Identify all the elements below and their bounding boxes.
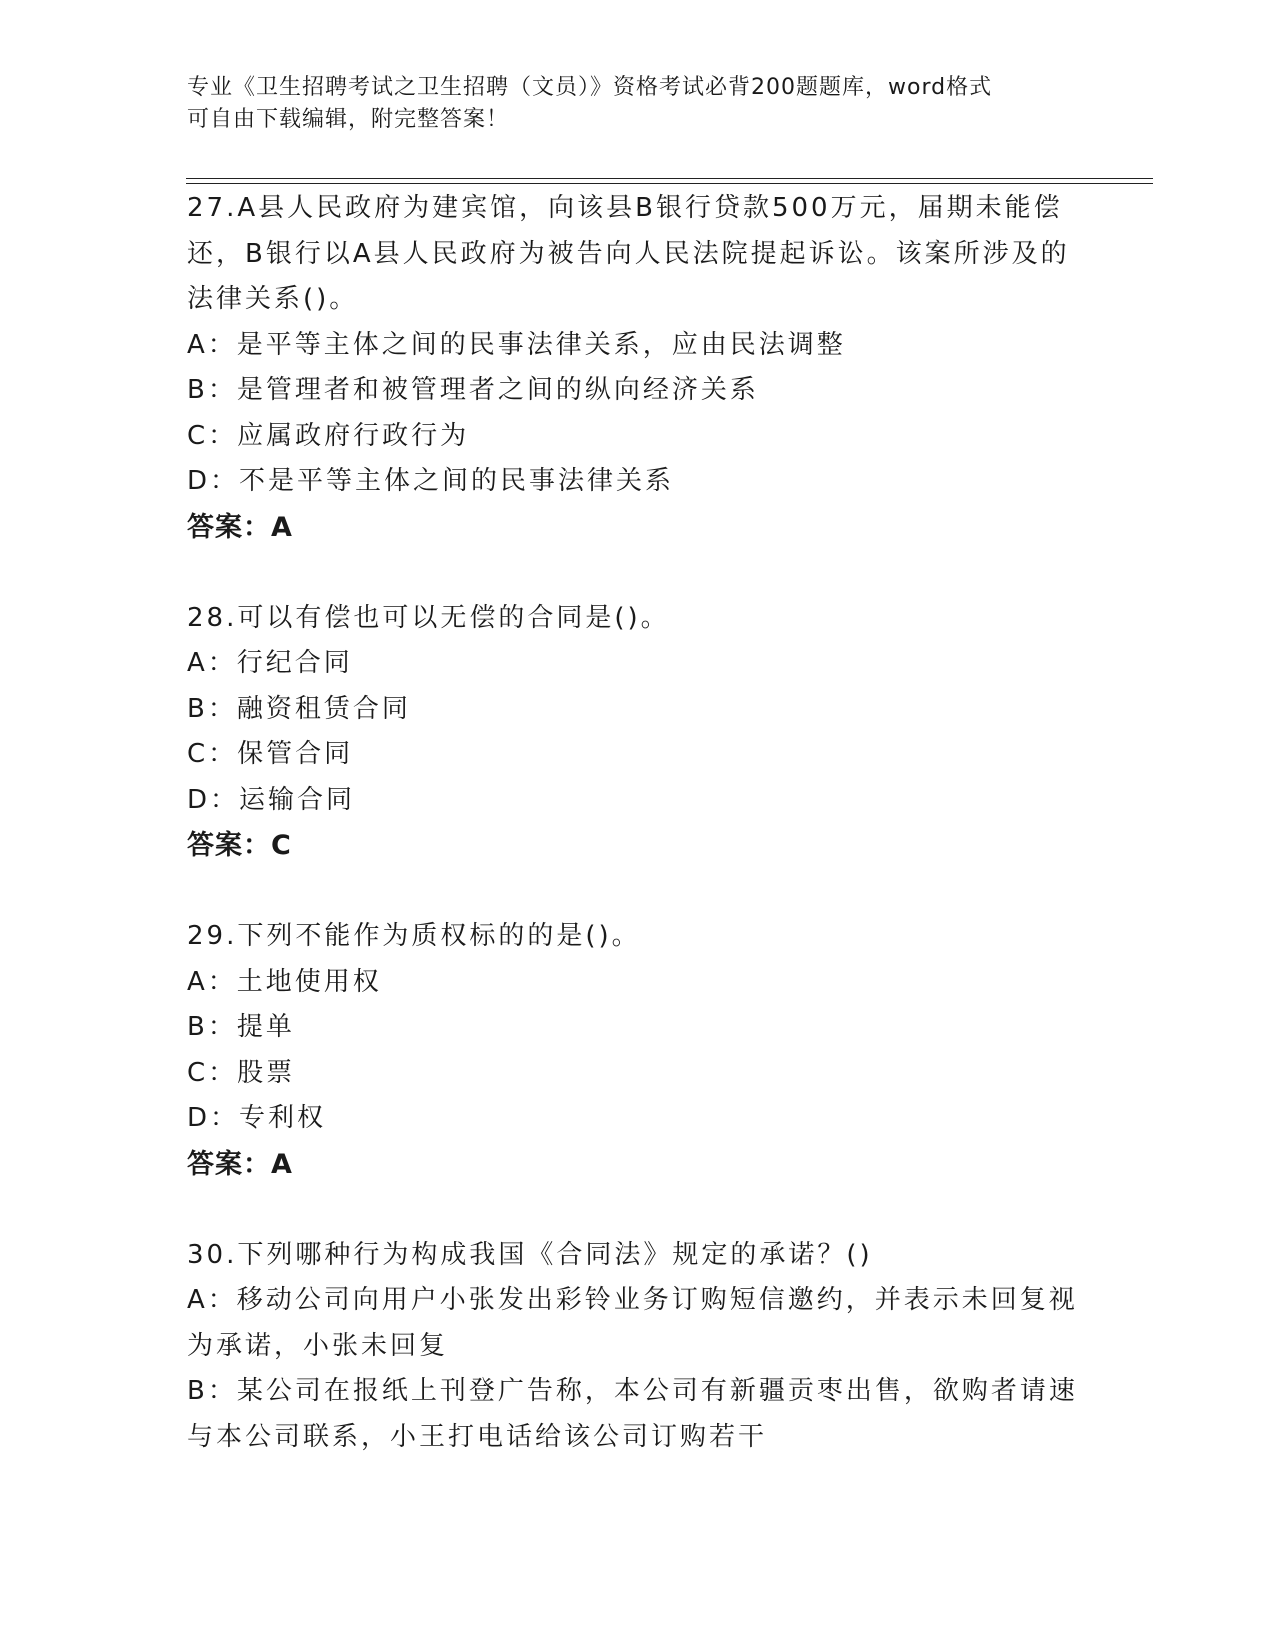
header-line-1: 专业《卫生招聘考试之卫生招聘（文员）》资格考试必背200题题库，word格式 <box>187 75 993 100</box>
option-b-continued: 与本公司联系，小王打电话给该公司订购若干 <box>187 1421 768 1452</box>
answer-line: 答案：A <box>187 511 293 543</box>
option-a-continued: 为承诺，小张未回复 <box>187 1330 449 1361</box>
answer-line: 答案：A <box>187 1148 293 1180</box>
spacer <box>187 550 1087 596</box>
option-a: A：移动公司向用户小张发出彩铃业务订购短信邀约，并表示未回复视 <box>187 1285 1078 1315</box>
question-27 <box>187 186 1087 550</box>
question-30 <box>187 1233 1087 1461</box>
option-a: A：行纪合同 <box>187 648 353 678</box>
question-list <box>187 186 1087 1460</box>
question-stem-line: 28.可以有偿也可以无偿的合同是()。 <box>187 602 670 633</box>
option-b: B：某公司在报纸上刊登广告称，本公司有新疆贡枣出售，欲购者请速 <box>187 1376 1078 1406</box>
answer-line: 答案：C <box>187 830 292 861</box>
question-stem-line: 法律关系()。 <box>187 284 359 314</box>
option-c: C：保管合同 <box>187 739 354 769</box>
header-line-2: 可自由下载编辑，附完整答案！ <box>187 107 510 132</box>
option-b: B：提单 <box>187 1012 295 1042</box>
document-header <box>187 72 1087 136</box>
spacer <box>187 869 1087 915</box>
question-29 <box>187 914 1087 1187</box>
question-stem-line: 还，B银行以A县人民政府为被告向人民法院提起诉讼。该案所涉及的 <box>187 238 1070 269</box>
header-divider-bottom <box>186 183 1153 184</box>
option-b: B：是管理者和被管理者之间的纵向经济关系 <box>187 375 759 405</box>
header-divider-top <box>186 178 1153 179</box>
option-c: C：股票 <box>187 1057 296 1088</box>
option-d: D：不是平等主体之间的民事法律关系 <box>187 466 675 496</box>
option-d: D：专利权 <box>187 1103 327 1133</box>
question-stem-line: 30.下列哪种行为构成我国《合同法》规定的承诺？() <box>187 1239 873 1270</box>
question-stem-line: 27.A县人民政府为建宾馆，向该县B银行贷款500万元，届期未能偿 <box>187 193 1063 223</box>
question-28 <box>187 596 1087 869</box>
option-d: D：运输合同 <box>187 784 356 815</box>
question-stem-line: 29.下列不能作为质权标的的是()。 <box>187 921 641 951</box>
option-b: B：融资租赁合同 <box>187 693 411 724</box>
spacer <box>187 1187 1087 1233</box>
option-c: C：应属政府行政行为 <box>187 420 470 451</box>
option-a: A：是平等主体之间的民事法律关系，应由民法调整 <box>187 329 846 360</box>
option-a: A：土地使用权 <box>187 966 382 997</box>
